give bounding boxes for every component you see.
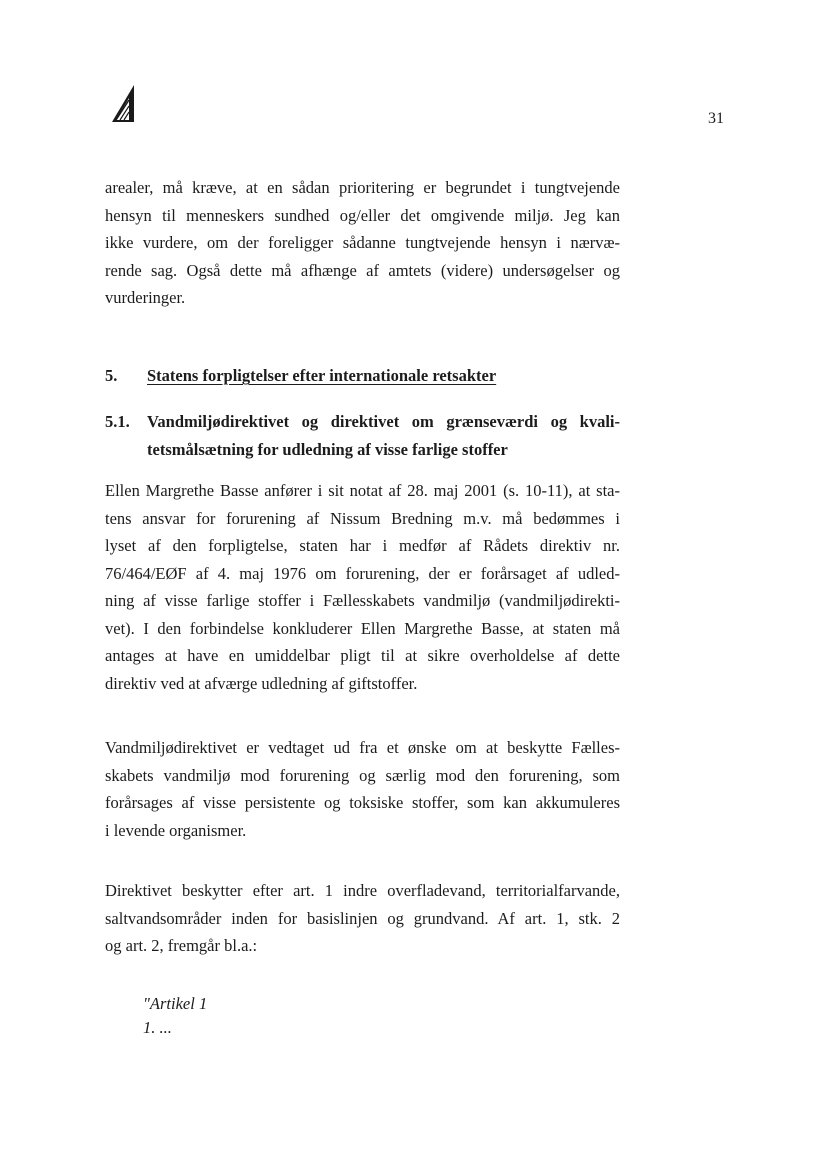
text-line: lyset af den forpligtelse, staten har i medfør af Rådets direktiv nr.: [105, 536, 620, 555]
text-line: og art. 2, fremgår bl.a.:: [105, 936, 258, 955]
section-number: 5.: [105, 366, 118, 385]
text-line: Direktivet beskytter efter art. 1 indre overfladevand, territorialfarvande,: [105, 881, 620, 900]
text-line: vurderinger.: [105, 288, 186, 307]
text-line: Ellen Margrethe Basse anfører i sit notat af 28. maj 2001 (s. 10-11), at sta-: [105, 481, 620, 500]
text-line: tens ansvar for forurening af Nissum Bredning m.v. må bedømmes i: [105, 508, 620, 528]
text-line: direktiv ved at afværge udledning af giftstoffer.: [105, 673, 418, 693]
subsection-title-line: Vandmiljødirektivet og direktivet om grænseværdi og kvali-: [147, 412, 620, 431]
text-line: ikke vurdere, om der foreligger sådanne tungtvejende hensyn i nærvæ-: [105, 233, 620, 252]
paragraph-direktiv-artikel: [105, 877, 620, 960]
paragraph-basse-notat: [105, 477, 620, 697]
text-line: i levende organismer.: [105, 820, 247, 840]
text-line: 76/464/EØF af 4. maj 1976 om forurening, der er forårsaget af udled-: [105, 563, 620, 583]
text-line: vet). I den forbindelse konkluderer Ellen Margrethe Basse, at staten må: [105, 618, 620, 638]
quote-line: 1. ...: [143, 1018, 172, 1037]
text-line: hensyn til menneskers sundhed og/eller det omgivende miljø. Jeg kan: [105, 205, 620, 225]
text-line: antages at have en umiddelbar pligt til at sikre overholdelse af dette: [105, 646, 620, 665]
quote-line: "Artikel 1: [143, 994, 208, 1013]
text-line: Vandmiljødirektivet er vedtaget ud fra et ønske om at beskytte Fælles-: [105, 738, 620, 757]
text-line: forårsages af visse persistente og toksiske stoffer, som kan akkumuleres: [105, 793, 620, 812]
text-line: saltvandsområder inden for basislinjen og grundvand. Af art. 1, stk. 2: [105, 908, 620, 928]
triangular-sail-logo-icon: [110, 84, 136, 124]
text-line: ning af visse farlige stoffer i Fællesskabets vandmiljø (vandmiljødirekti-: [105, 591, 620, 610]
subsection-heading: [105, 408, 620, 463]
intro-paragraph: [105, 174, 620, 312]
text-line: rende sag. Også dette må afhænge af amtets (videre) undersøgelser og: [105, 260, 620, 280]
subsection-number: 5.1.: [105, 412, 130, 431]
subsection-title-line: tetsmålsætning for udledning af visse farlige stoffer: [147, 439, 508, 459]
text-line: arealer, må kræve, at en sådan prioritering er begrundet i tungtvejende: [105, 178, 620, 197]
page-number: 31: [708, 110, 724, 127]
paragraph-vandmiljodirektiv: [105, 734, 620, 844]
quoted-article: [143, 992, 207, 1040]
text-line: skabets vandmiljø mod forurening og særlig mod den forurening, som: [105, 765, 620, 785]
section-heading: [105, 366, 496, 386]
section-title: Statens forpligtelser efter internationale retsakter: [147, 366, 497, 385]
